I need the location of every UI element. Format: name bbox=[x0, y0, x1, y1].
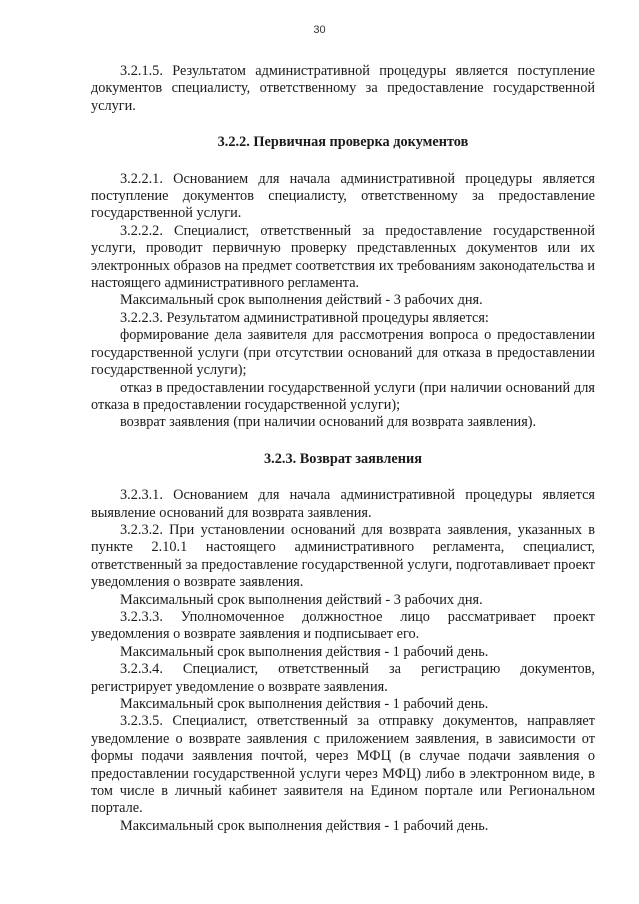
paragraph: Максимальный срок выполнения действия - 1 рабочий день. bbox=[120, 817, 489, 834]
paragraph: 3.2.2.1. Основанием для начала административной процедуры является поступление документов специалисту, ответственному за предоставление государственной услуги. bbox=[91, 170, 595, 222]
paragraph: 3.2.3.1. Основанием для начала административной процедуры является выявление оснований для возврата заявления. bbox=[91, 487, 595, 521]
paragraph: Максимальный срок выполнения действия - 1 рабочий день. bbox=[120, 696, 489, 712]
paragraph: 3.2.3.5. Специалист, ответственный за отправку документов, направляет уведомление о возврате заявления с приложением заявления, в зависимости от формы подачи заявления почтой, через МФЦ (в случае подачи заявления о предоставлении государственной услуги через МФЦ) либо в электронном виде, в том числе в личный кабинет заявителя на Едином портале или Региональном портале. bbox=[91, 713, 595, 817]
paragraph: 3.2.2.2. Специалист, ответственный за предоставление государственной услуги, проводит первичную проверку представленных документов или их электронных образов на предмет соответствия их требованиям законодательства и настоящего административного регламента. bbox=[91, 222, 595, 292]
page-number: 30 bbox=[313, 24, 326, 36]
page-content bbox=[91, 63, 595, 835]
list-item: формирование дела заявителя для рассмотрения вопроса о предоставлении государственной услуги (при отсутствии оснований для отказа в предоставлении государственной услуги); bbox=[91, 327, 595, 379]
paragraph: 3.2.3.3. Уполномоченное должностное лицо рассматривает проект уведомления о возврате заявления и подписывает его. bbox=[91, 608, 595, 643]
section-heading-3-2-3: 3.2.3. Возврат заявления bbox=[264, 450, 422, 467]
paragraph: 3.2.1.5. Результатом административной процедуры является поступление документов специалисту, ответственному за предоставление государственной услуги. bbox=[91, 63, 595, 114]
list-item: возврат заявления (при наличии оснований для возврата заявления). bbox=[120, 414, 537, 431]
paragraph: 3.2.3.4. Специалист, ответственный за регистрацию документов, регистрирует уведомление о возврате заявления. bbox=[91, 661, 595, 695]
paragraph: Максимальный срок выполнения действий - 3 рабочих дня. bbox=[120, 292, 483, 309]
section-heading-3-2-2: 3.2.2. Первичная проверка документов bbox=[217, 134, 469, 151]
paragraph: 3.2.3.2. При установлении оснований для возврата заявления, указанных в пункте 2.10.1 настоящего административного регламента, специалист, ответственный за предоставление государственной услуги, подготавливает проект уведомления о возврате заявления. bbox=[91, 521, 595, 591]
paragraph: Максимальный срок выполнения действий - 3 рабочих дня. bbox=[120, 591, 483, 608]
paragraph: Максимальный срок выполнения действия - 1 рабочий день. bbox=[120, 643, 489, 660]
list-item: отказ в предоставлении государственной услуги (при наличии оснований для отказа в предоставлении государственной услуги); bbox=[91, 379, 595, 413]
paragraph: 3.2.2.3. Результатом административной процедуры является: bbox=[120, 309, 489, 326]
